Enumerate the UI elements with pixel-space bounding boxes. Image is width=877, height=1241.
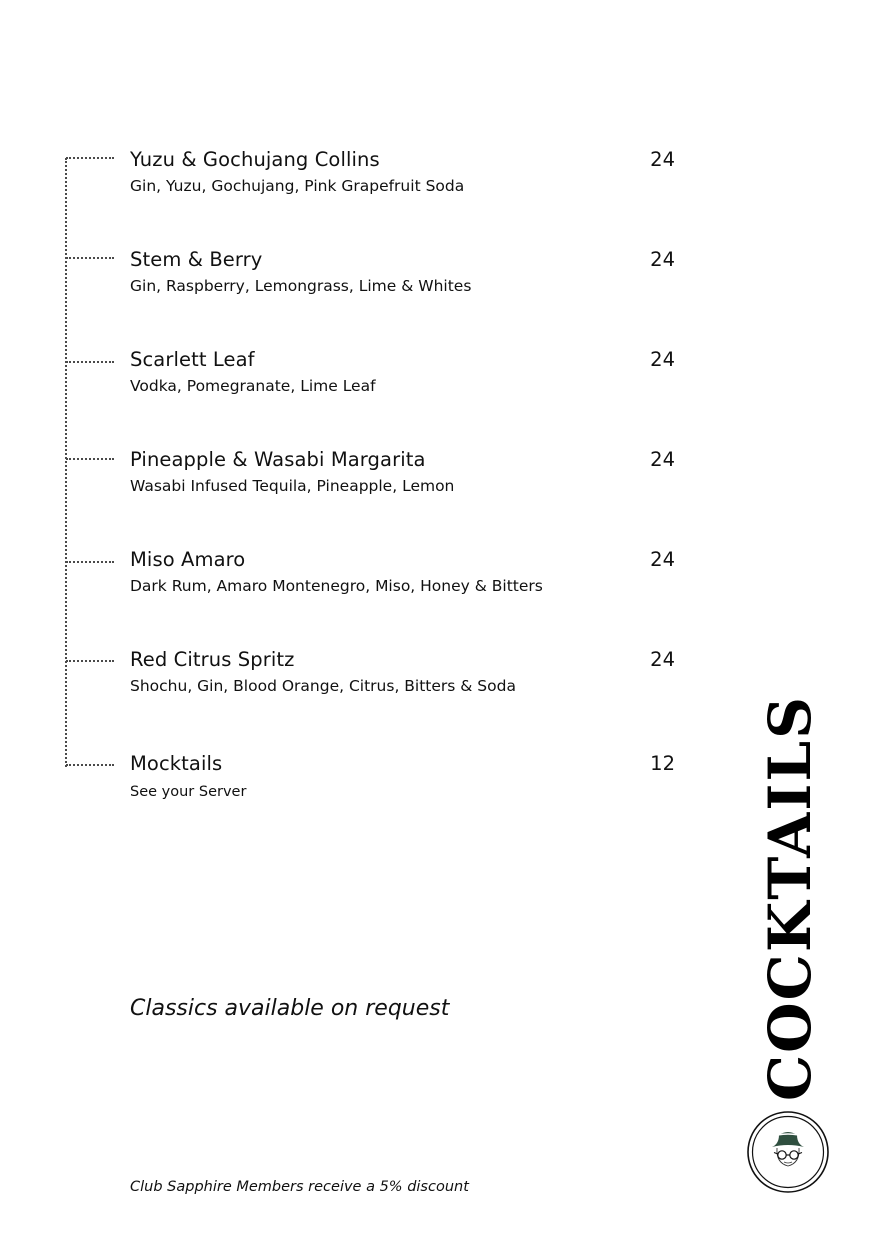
section-title: COCKTAILS [756,694,824,1102]
discount-note: Club Sapphire Members receive a 5% discount [130,1179,469,1195]
bracket-tick [66,157,114,159]
item-description: Gin, Yuzu, Gochujang, Pink Grapefruit Soda [130,177,465,195]
item-price: 24 [650,448,675,471]
bracket-tick [66,458,114,460]
item-name: Stem & Berry [130,248,263,271]
item-name: Miso Amaro [130,548,246,571]
item-description: Vodka, Pomegranate, Lime Leaf [130,377,376,395]
item-name: Mocktails [130,752,223,775]
item-name: Pineapple & Wasabi Margarita [130,448,426,471]
bracket-tick [66,257,114,259]
bracket-vertical-line [65,158,67,767]
item-description: Wasabi Infused Tequila, Pineapple, Lemon [130,477,455,495]
item-description: See your Server [130,784,247,800]
item-description: Dark Rum, Amaro Montenegro, Miso, Honey & Bitters [130,577,543,595]
item-price: 24 [650,548,675,571]
item-price: 12 [650,752,675,775]
item-price: 24 [650,348,675,371]
item-price: 24 [650,148,675,171]
item-name: Red Citrus Spritz [130,648,295,671]
bracket-tick [66,764,114,766]
item-description: Gin, Raspberry, Lemongrass, Lime & Whites [130,277,472,295]
classics-note: Classics available on request [130,996,450,1021]
bracket-tick [66,361,114,363]
item-price: 24 [650,248,675,271]
bracket-tick [66,660,114,662]
item-name: Yuzu & Gochujang Collins [130,148,380,171]
item-description: Shochu, Gin, Blood Orange, Citrus, Bitters & Soda [130,677,516,695]
bracket-tick [66,561,114,563]
item-price: 24 [650,648,675,671]
man-with-hat-and-glasses-icon [747,1111,829,1193]
item-name: Scarlett Leaf [130,348,255,371]
